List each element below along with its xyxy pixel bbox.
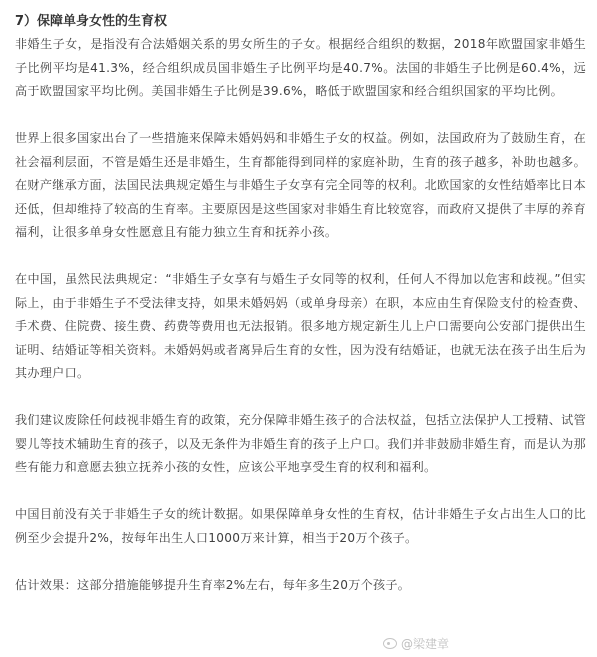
paragraph-china-situation: 在中国，虽然民法典规定：“非婚生子女享有与婚生子女同等的权利，任何人不得加以危害和歧视。”但实际上，由于非婚生子不受法律支持，如果未婚妈妈（或单身母亲）在职，本应由生育保险支付的检查费、手术费、住院费、接生费、药费等费用也无法报销。很多地方规定新生儿上户口需要向公安部门提供出生证明、结婚证等相关资料。未婚妈妈或者离异后生育的女性，因为没有结婚证，也就无法在孩子出生后为其办理户口。 xyxy=(15,272,586,380)
paragraph-estimate: 中国目前没有关于非婚生子女的统计数据。如果保障单身女性的生育权，估计非婚生子女占出生人口的比例至少会提升2%，按每年出生人口1000万来计算，相当于20万个孩子。 xyxy=(15,507,586,545)
weibo-logo-icon xyxy=(383,638,397,649)
watermark-text: @梁建章 xyxy=(400,637,449,651)
article-body xyxy=(15,10,586,621)
paragraph-international-measures: 世界上很多国家出台了一些措施来保障未婚妈妈和非婚生子女的权益。例如，法国政府为了鼓励生育，在社会福利层面，不管是婚生还是非婚生，生育都能得到同样的家庭补助，生育的孩子越多，补助也越多。在财产继承方面，法国民法典规定婚生与非婚生子女享有完全同等的权利。北欧国家的女性结婚率比日本还低，但却维持了较高的生育率。主要原因是这些国家对非婚生育比较宽容，而政府又提供了丰厚的养育福利，让很多单身女性愿意且有能力独立生育和抚养小孩。 xyxy=(15,131,586,239)
paragraph-effect: 估计效果：这部分措施能够提升生育率2%左右，每年多生20万个孩子。 xyxy=(15,577,411,592)
section-heading: 7）保障单身女性的生育权 xyxy=(15,14,168,29)
weibo-watermark xyxy=(383,635,449,652)
paragraph-birth-ratio: 非婚生子女，是指没有合法婚姻关系的男女所生的子女。根据经合组织的数据，2018年欧盟国家非婚生子比例平均是41.3%，经合组织成员国非婚生子比例平均是40.7%。法国的非婚生子比例是60.4%，远高于欧盟国家平均比例。美国非婚生子比例是39.6%，略低于欧盟国家和经合组织国家的平均比例。 xyxy=(15,37,586,98)
paragraph-recommendation: 我们建议废除任何歧视非婚生育的政策，充分保障非婚生孩子的合法权益，包括立法保护人工授精、试管婴儿等技术辅助生育的孩子，以及无条件为非婚生育的孩子上户口。我们并非鼓励非婚生育，而是认为那些有能力和意愿去独立抚养小孩的女性，应该公平地享受生育的权利和福利。 xyxy=(15,413,586,474)
